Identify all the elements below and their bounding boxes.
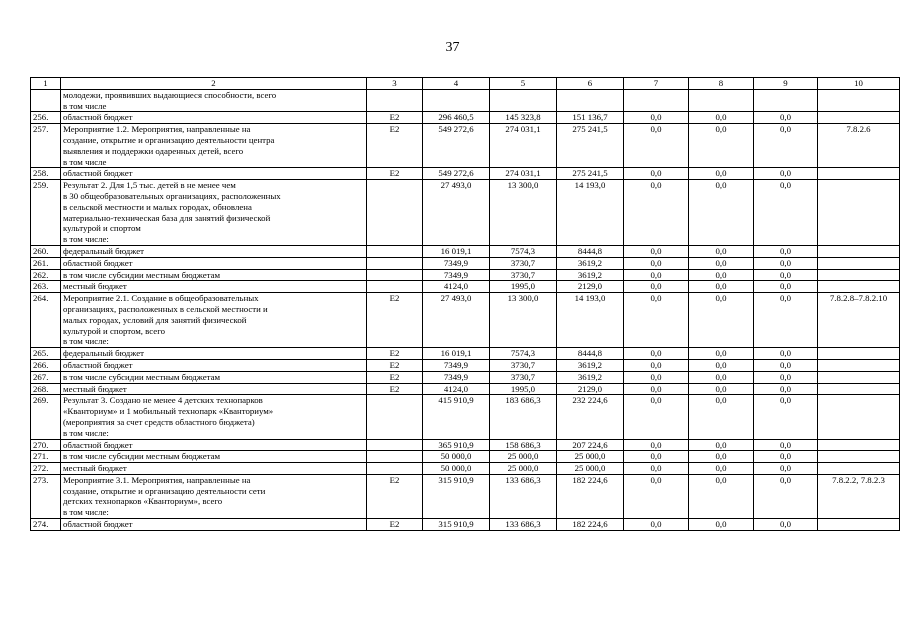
table-cell: 296 460,5 [423,112,490,124]
table-cell [367,269,423,281]
table-cell: 0,0 [689,359,754,371]
table-cell: 4124,0 [423,281,490,293]
table-row [31,269,900,281]
table-cell [818,383,900,395]
table-row [31,180,900,246]
table-row [31,383,900,395]
table-cell [818,281,900,293]
table-cell: 272. [31,463,61,475]
table-cell: 8444,8 [557,348,624,360]
table-cell [818,269,900,281]
table-cell: 0,0 [689,269,754,281]
table-cell: 0,0 [754,463,818,475]
table-cell: 273. [31,474,61,518]
table-cell: 0,0 [689,168,754,180]
table-cell [754,89,818,112]
table-cell: 260. [31,245,61,257]
table-cell: 3730,7 [490,257,557,269]
table-cell: 0,0 [689,371,754,383]
table-cell: 3619,2 [557,371,624,383]
table-cell: 0,0 [754,439,818,451]
table-cell: областной бюджет [61,519,367,531]
table-cell: 257. [31,124,61,168]
table-cell: 0,0 [624,463,689,475]
table-cell: 7349,9 [423,257,490,269]
table-cell [367,463,423,475]
table-row [31,474,900,518]
table-cell: 158 686,3 [490,439,557,451]
table-cell: 0,0 [689,395,754,439]
table-cell [818,348,900,360]
table-cell: 0,0 [754,269,818,281]
table-row [31,371,900,383]
table-cell: 0,0 [624,348,689,360]
table-cell: 25 000,0 [490,451,557,463]
table-cell: 261. [31,257,61,269]
table-row [31,281,900,293]
table-cell: 0,0 [689,439,754,451]
table-cell: 182 224,6 [557,519,624,531]
table-cell [818,168,900,180]
table-cell: 3730,7 [490,269,557,281]
table-cell: 270. [31,439,61,451]
table-cell: 259. [31,180,61,246]
table-cell [367,89,423,112]
table-row [31,451,900,463]
column-header: 9 [754,78,818,90]
table-cell: 275 241,5 [557,124,624,168]
table-cell: 0,0 [689,281,754,293]
table-cell [818,519,900,531]
table-cell: Е2 [367,359,423,371]
table-cell: 365 910,9 [423,439,490,451]
table-cell: 133 686,3 [490,474,557,518]
table-cell: 0,0 [624,395,689,439]
table-cell [818,451,900,463]
table-cell: 7349,9 [423,371,490,383]
table-cell [818,245,900,257]
table-cell: 27 493,0 [423,180,490,246]
table-cell: 25 000,0 [557,463,624,475]
table-cell: Е2 [367,474,423,518]
table-cell [367,281,423,293]
page-number: 37 [445,40,460,55]
table-row [31,245,900,257]
table-cell [423,89,490,112]
table-cell: Е2 [367,112,423,124]
table-cell: 265. [31,348,61,360]
table-cell: 0,0 [689,463,754,475]
table-cell: 50 000,0 [423,463,490,475]
table-cell: 7.8.2.2, 7.8.2.3 [818,474,900,518]
table-cell: 0,0 [689,451,754,463]
table-cell: 0,0 [624,180,689,246]
table-cell: 0,0 [754,257,818,269]
table-cell: 269. [31,395,61,439]
table-cell: 0,0 [624,519,689,531]
table-cell [818,180,900,246]
table-cell: 16 019,1 [423,245,490,257]
table-cell: 13 300,0 [490,293,557,348]
table-cell: Мероприятие 2.1. Создание в общеобразовательных организациях, расположенных в сельской местности и малых городах, условий для занятий физической культурой и спортом, всего в том числе: [61,293,367,348]
table-cell: Результат 3. Создано не менее 4 детских технопарков «Кванториум» и 1 мобильный технопарк «Кванториум» (мероприятия за счет средств областного бюджета) в том числе: [61,395,367,439]
table-cell: 549 272,6 [423,124,490,168]
table-cell: федеральный бюджет [61,348,367,360]
table-cell: 151 136,7 [557,112,624,124]
table-cell: 0,0 [624,371,689,383]
table-cell: 133 686,3 [490,519,557,531]
table-cell: 0,0 [754,112,818,124]
table-cell: 0,0 [689,348,754,360]
table-cell: 274. [31,519,61,531]
table-cell: 2129,0 [557,383,624,395]
table-cell: 3619,2 [557,269,624,281]
table-cell [31,89,61,112]
table-cell: 0,0 [754,395,818,439]
table-cell: 7349,9 [423,269,490,281]
table-cell: 3730,7 [490,359,557,371]
table-cell: 0,0 [754,281,818,293]
table-cell: 549 272,6 [423,168,490,180]
table-cell [367,395,423,439]
table-cell: местный бюджет [61,383,367,395]
table-cell: областной бюджет [61,359,367,371]
column-header: 10 [818,78,900,90]
table-cell: 0,0 [624,293,689,348]
table-cell: 3619,2 [557,359,624,371]
table-cell [818,89,900,112]
table-cell: 0,0 [689,180,754,246]
table-cell: 1995,0 [490,281,557,293]
table-cell: 0,0 [689,124,754,168]
table-cell: молодежи, проявивших выдающиеся способности, всего в том числе [61,89,367,112]
table-cell: 13 300,0 [490,180,557,246]
table-row [31,124,900,168]
table-cell: местный бюджет [61,281,367,293]
table-cell: Мероприятие 1.2. Мероприятия, направленные на создание, открытие и организацию деятельности центра выявления и поддержки одаренных детей, всего в том числе [61,124,367,168]
table-cell: 7349,9 [423,359,490,371]
table-cell: 256. [31,112,61,124]
column-header: 2 [61,78,367,90]
table-cell [818,371,900,383]
table-cell: 0,0 [754,451,818,463]
table-cell: 0,0 [689,293,754,348]
table-row [31,395,900,439]
table-cell [367,257,423,269]
table-cell: 0,0 [624,168,689,180]
table-cell: 0,0 [754,519,818,531]
table-cell: 207 224,6 [557,439,624,451]
table-cell: 0,0 [624,474,689,518]
table-cell: Мероприятие 3.1. Мероприятия, направленные на создание, открытие и организацию деятельности сети детских технопарков «Кванториум», всего в том числе: [61,474,367,518]
budget-table [30,77,900,531]
table-row [31,519,900,531]
table-cell [818,395,900,439]
table-cell: 262. [31,269,61,281]
table-cell [367,245,423,257]
table-cell: 0,0 [624,269,689,281]
table-cell: в том числе субсидии местным бюджетам [61,451,367,463]
column-header: 6 [557,78,624,90]
table-cell: 8444,8 [557,245,624,257]
table-cell: Е2 [367,383,423,395]
column-header: 1 [31,78,61,90]
table-cell: 0,0 [624,383,689,395]
table-cell: 266. [31,359,61,371]
table-cell: местный бюджет [61,463,367,475]
table-cell: 267. [31,371,61,383]
table-cell: областной бюджет [61,168,367,180]
table-cell: 182 224,6 [557,474,624,518]
table-cell: 7.8.2.6 [818,124,900,168]
table-cell: 0,0 [624,124,689,168]
table-cell: 315 910,9 [423,474,490,518]
table-cell: 27 493,0 [423,293,490,348]
table-cell: 0,0 [689,519,754,531]
table-cell: 0,0 [624,281,689,293]
column-header: 4 [423,78,490,90]
table-cell: 415 910,9 [423,395,490,439]
table-cell [818,359,900,371]
table-cell: 0,0 [624,257,689,269]
table-cell: областной бюджет [61,112,367,124]
table-cell [367,180,423,246]
table-cell: 183 686,3 [490,395,557,439]
table-cell: 0,0 [624,245,689,257]
table-cell: 14 193,0 [557,293,624,348]
table-cell: Е2 [367,293,423,348]
table-cell: 0,0 [754,124,818,168]
table-cell: федеральный бюджет [61,245,367,257]
table-cell: 0,0 [754,348,818,360]
table-cell [367,439,423,451]
table-row [31,168,900,180]
table-cell: 3619,2 [557,257,624,269]
table-cell: 0,0 [754,359,818,371]
column-header: 5 [490,78,557,90]
table-cell: 315 910,9 [423,519,490,531]
table-body [31,89,900,530]
table-cell: 0,0 [624,359,689,371]
table-cell: 0,0 [754,293,818,348]
table-cell [557,89,624,112]
table-cell: 0,0 [689,474,754,518]
table-cell: 271. [31,451,61,463]
table-row [31,257,900,269]
table-cell [818,439,900,451]
table-cell [689,89,754,112]
table-cell: 0,0 [624,112,689,124]
table-cell [818,112,900,124]
table-cell: Е2 [367,124,423,168]
table-cell: 0,0 [754,474,818,518]
table-cell: 232 224,6 [557,395,624,439]
table-cell: 4124,0 [423,383,490,395]
table-row [31,348,900,360]
table-row [31,463,900,475]
table-cell: 264. [31,293,61,348]
table-cell: 0,0 [689,383,754,395]
table-cell: 275 241,5 [557,168,624,180]
table-cell: областной бюджет [61,257,367,269]
column-header: 8 [689,78,754,90]
table-cell: 7574,3 [490,245,557,257]
table-cell: 0,0 [754,383,818,395]
table-cell: 0,0 [689,112,754,124]
table-cell: Е2 [367,168,423,180]
table-cell: 258. [31,168,61,180]
table-cell: 145 323,8 [490,112,557,124]
table-cell: 0,0 [624,439,689,451]
table-header [31,78,900,90]
header-row [31,78,900,90]
table-cell: 0,0 [754,371,818,383]
table-cell [818,257,900,269]
table-cell: Е2 [367,519,423,531]
table-cell: 0,0 [624,451,689,463]
table-cell [624,89,689,112]
table-cell: Е2 [367,371,423,383]
table-cell: 3730,7 [490,371,557,383]
table-cell: 0,0 [689,245,754,257]
table-cell: 274 031,1 [490,168,557,180]
table-cell: 14 193,0 [557,180,624,246]
table-cell: 0,0 [754,180,818,246]
table-cell: 0,0 [754,168,818,180]
table-cell [367,451,423,463]
table-cell: областной бюджет [61,439,367,451]
table-cell: 0,0 [754,245,818,257]
table-row [31,89,900,112]
table-cell: 50 000,0 [423,451,490,463]
column-header: 3 [367,78,423,90]
table-cell [490,89,557,112]
table-cell: 16 019,1 [423,348,490,360]
table-cell: 25 000,0 [557,451,624,463]
table-cell: 25 000,0 [490,463,557,475]
table-cell: Результат 2. Для 1,5 тыс. детей в не менее чем в 30 общеобразовательных организациях, расположенных в сельской местности и малых городах, обновлена материально-техническая база для занятий физической культурой и спортом в том числе: [61,180,367,246]
table-cell: 2129,0 [557,281,624,293]
table-row [31,112,900,124]
column-header: 7 [624,78,689,90]
table-row [31,293,900,348]
table-row [31,359,900,371]
table-cell: 274 031,1 [490,124,557,168]
table-cell: 268. [31,383,61,395]
table-cell [818,463,900,475]
table-cell: 263. [31,281,61,293]
table-cell: 7.8.2.8–7.8.2.10 [818,293,900,348]
table-cell: Е2 [367,348,423,360]
table-cell: в том числе субсидии местным бюджетам [61,371,367,383]
table-cell: 7574,3 [490,348,557,360]
table-cell: 0,0 [689,257,754,269]
table-cell: в том числе субсидии местным бюджетам [61,269,367,281]
table-row [31,439,900,451]
table-cell: 1995,0 [490,383,557,395]
